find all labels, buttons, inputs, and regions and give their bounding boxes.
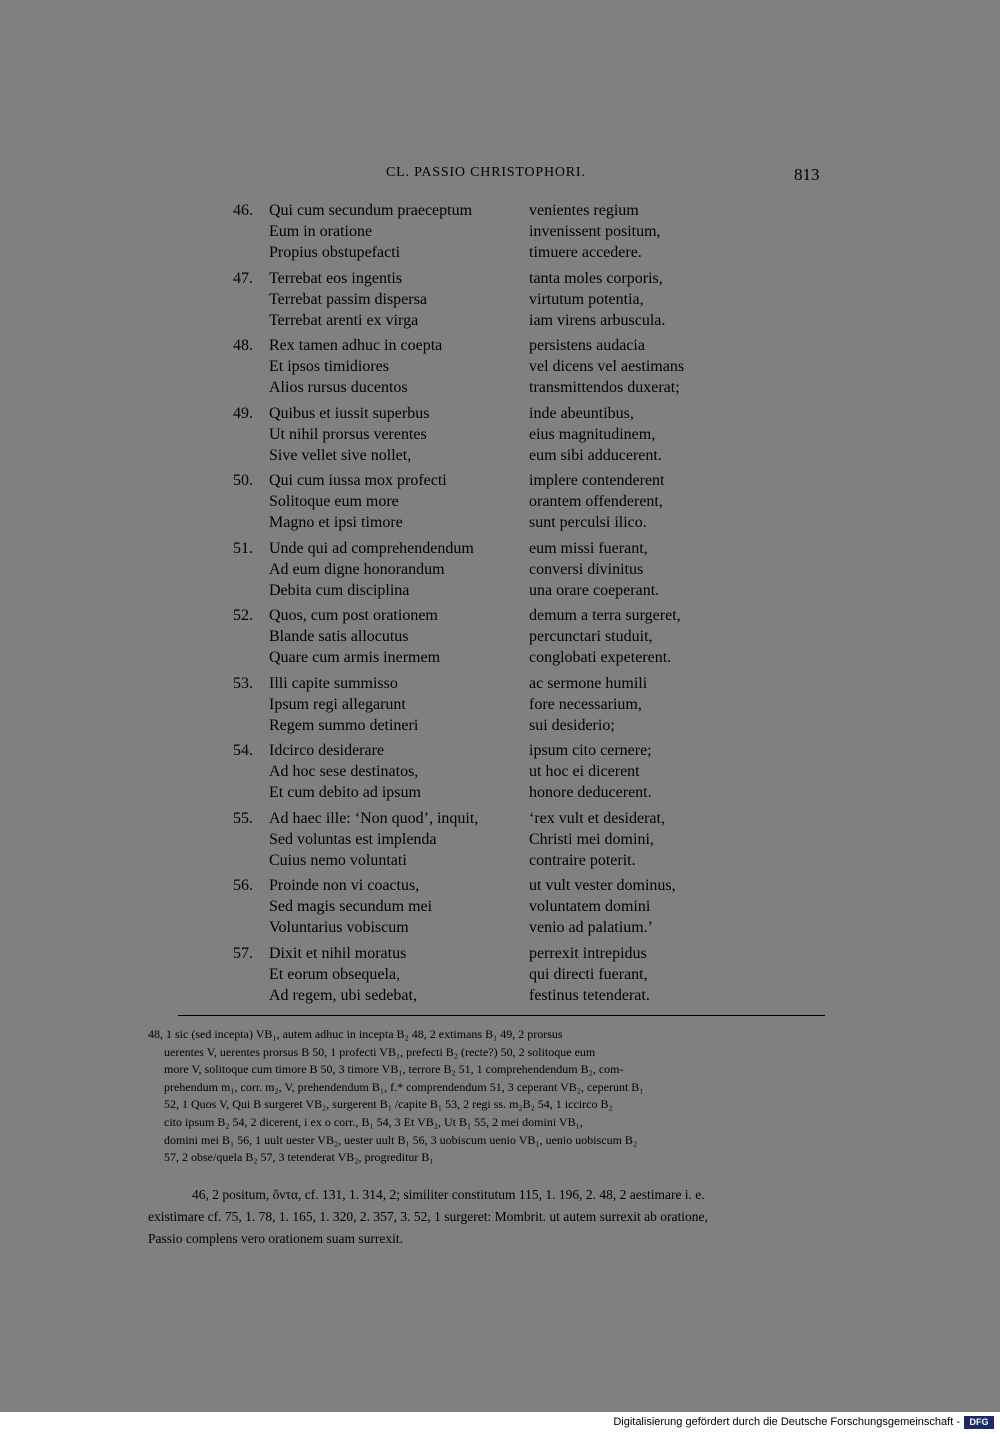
verse-text [0,200,1000,1010]
stanza-number: 49. [233,404,253,422]
verse-line [0,761,1000,782]
verse-line [0,829,1000,850]
verse-line [0,356,1000,377]
stanza [0,875,1000,943]
apparatus-line: uerentes V, uerentes prorsus B 50, 1 profecti VB₁, prefecti B₂ (recte?) 50, 2 solitoque eum [164,1044,596,1059]
verse-second-half: demum a terra surgeret, [529,607,681,624]
verse-second-half: eum sibi adducerent. [529,446,662,464]
stanza [0,200,1000,268]
stanza-number: 52. [233,607,253,624]
verse-line [0,200,1000,221]
verse-first-half: Sed voluntas est implenda [269,830,437,848]
verse-second-half: conversi divinitus [529,560,644,578]
apparatus-line: 52, 1 Quos V, Qui B surgeret VB₂, surgerent B₁ /capite B₁ 53, 2 regi ss. m₂B₂ 54, 1 iccirco B₂ [164,1097,613,1112]
verse-first-half: Terrebat arenti ex virga [269,311,419,329]
verse-second-half: persistens audacia [529,337,645,354]
apparatus-line: cito ipsum B₂ 54, 2 dicerent, i ex o corr., B₁ 54, 3 Et VB₂, Ut B₁ 55, 2 mei domini VB₁, [164,1114,583,1129]
verse-first-half: Qui cum iussa mox profecti [269,472,447,489]
running-title: CL. PASSIO CHRISTOPHORI. [386,165,586,180]
verse-first-half: Proinde non vi coactus, [269,877,420,894]
verse-first-half: Blande satis allocutus [269,628,409,645]
dfg-logo: DFG [964,1416,994,1429]
verse-first-half: Cuius nemo voluntati [269,851,407,869]
verse-first-half: Ad eum digne honorandum [269,560,445,578]
verse-line [0,896,1000,917]
verse-first-half: Qui cum secundum praeceptum [269,202,473,219]
verse-second-half: vel dicens vel aestimans [529,358,685,375]
verse-first-half: Ad hoc sese destinatos, [269,763,419,780]
verse-first-half: Ipsum regi allegarunt [269,695,406,713]
stanza [0,538,1000,606]
verse-first-half: Eum in oratione [269,223,373,240]
verse-first-half: Propius obstupefacti [269,244,401,261]
verse-second-half: venientes regium [529,202,639,219]
verse-first-half: Et eorum obsequela, [269,965,401,983]
stanza [0,268,1000,336]
verse-line [0,850,1000,871]
note-line: existimare cf. 75, 1. 78, 1. 165, 1. 320, 2. 357, 3. 52, 1 surgeret: Mombrit. ut autem surrexit ab oratione, [148,1209,708,1224]
verse-first-half: Ut nihil prorsus verentes [269,425,427,443]
page-header [0,165,1000,189]
note-line: 46, 2 positum, ὄντα, cf. 131, 1. 314, 2; similiter constitutum 115, 1. 196, 2. 48, 2 aestimare i. e. [192,1187,705,1202]
verse-line [0,268,1000,289]
verse-first-half: Terrebat eos ingentis [269,269,403,287]
verse-second-half: conglobati expeterent. [529,649,672,666]
verse-line [0,694,1000,715]
verse-first-half: Terrebat passim dispersa [269,290,427,308]
verse-first-half: Et ipsos timidiores [269,358,389,375]
verse-line [0,917,1000,938]
verse-line [0,808,1000,829]
verse-line [0,715,1000,736]
verse-first-half: Ad haec ille: ‘Non quod’, inquit, [269,809,479,827]
verse-line [0,221,1000,242]
critical-apparatus [148,1026,824,1167]
verse-second-half: transmittendos duxerat; [529,379,680,396]
verse-second-half: eius magnitudinem, [529,425,656,443]
verse-line [0,310,1000,331]
stanza-number: 55. [233,809,253,827]
apparatus-line: domini mei B₁ 56, 1 uult uester VB₂, uester uult B₁ 56, 3 uobiscum uenio VB₁, uenio uobiscum B₂ [164,1132,638,1147]
stanza [0,470,1000,538]
verse-line [0,943,1000,964]
verse-second-half: percunctari studuit, [529,628,653,645]
verse-first-half: Idcirco desiderare [269,742,385,759]
verse-second-half: ut hoc ei dicerent [529,763,640,780]
verse-second-half: tanta moles corporis, [529,269,663,287]
commentary-notes [148,1184,824,1250]
verse-first-half: Solitoque eum more [269,493,399,510]
verse-second-half: festinus tetenderat. [529,986,650,1004]
verse-second-half: timuere accedere. [529,244,642,261]
footnote-rule [178,1015,825,1016]
verse-first-half: Dixit et nihil moratus [269,944,407,962]
stanza [0,673,1000,741]
verse-line [0,605,1000,626]
apparatus-line: more V, solitoque cum timore B 50, 3 timore VB₁, terrore B₂ 51, 1 comprehendendum B₂, com- [164,1062,624,1077]
verse-first-half: Et cum debito ad ipsum [269,784,421,801]
verse-second-half: Christi mei domini, [529,830,654,848]
verse-first-half: Debita cum disciplina [269,581,410,599]
verse-first-half: Sive vellet sive nollet, [269,446,412,464]
stanza [0,403,1000,471]
stanza [0,335,1000,403]
funding-credit: Digitalisierung gefördert durch die Deutsche Forschungsgemeinschaft - [613,1416,960,1428]
verse-line [0,335,1000,356]
verse-first-half: Regem summo detineri [269,716,419,734]
verse-second-half: venio ad palatium.’ [529,919,653,936]
verse-first-half: Illi capite summisso [269,674,398,692]
stanza-number: 57. [233,944,253,962]
note-line: Passio complens vero orationem suam surrexit. [148,1231,403,1246]
verse-line [0,289,1000,310]
verse-line [0,875,1000,896]
verse-line [0,403,1000,424]
verse-first-half: Magno et ipsi timore [269,514,403,531]
verse-line [0,470,1000,491]
verse-second-half: virtutum potentia, [529,290,644,308]
stanza-number: 51. [233,539,253,557]
verse-line [0,559,1000,580]
stanza [0,605,1000,673]
stanza [0,740,1000,808]
digitization-footer [0,1412,1000,1434]
verse-second-half: una orare coeperant. [529,581,660,599]
apparatus-line: 57, 2 obse/quela B₂ 57, 3 tetenderat VB₂, progreditur B₁ [164,1150,434,1165]
stanza-number: 46. [233,202,253,219]
verse-second-half: voluntatem domini [529,898,651,915]
verse-line [0,626,1000,647]
stanza-number: 56. [233,877,253,894]
verse-line [0,242,1000,263]
verse-first-half: Alios rursus ducentos [269,379,408,396]
verse-second-half: ut vult vester dominus, [529,877,676,894]
verse-second-half: orantem offenderent, [529,493,663,510]
apparatus-line: 48, 1 sic (sed incepta) VB₁, autem adhuc in incepta B₂ 48, 2 extimans B₁ 49, 2 prorsus [148,1027,563,1041]
verse-line [0,964,1000,985]
verse-line [0,424,1000,445]
verse-line [0,377,1000,398]
verse-second-half: ipsum cito cernere; [529,742,652,759]
verse-second-half: ac sermone humili [529,674,648,692]
stanza-number: 54. [233,742,253,759]
verse-second-half: contraire poterit. [529,851,636,869]
verse-first-half: Quare cum armis inermem [269,649,441,666]
verse-second-half: ‘rex vult et desiderat, [529,809,665,827]
verse-second-half: eum missi fuerant, [529,539,648,557]
verse-second-half: qui directi fuerant, [529,965,648,983]
verse-second-half: implere contenderent [529,472,665,489]
apparatus-line: prehendum m₁, corr. m₂, V, prehendendum B₁, f.* comprendendum 51, 3 ceperant VB₂, ceperunt B₁ [164,1079,644,1094]
verse-line [0,673,1000,694]
verse-second-half: sui desiderio; [529,716,615,734]
stanza-number: 48. [233,337,253,354]
verse-line [0,491,1000,512]
verse-first-half: Quos, cum post orationem [269,607,438,624]
verse-line [0,740,1000,761]
verse-second-half: iam virens arbuscula. [529,311,666,329]
verse-first-half: Ad regem, ubi sedebat, [269,986,417,1004]
verse-second-half: fore necessarium, [529,695,642,713]
verse-first-half: Unde qui ad comprehendendum [269,539,474,557]
verse-line [0,985,1000,1006]
verse-line [0,580,1000,601]
verse-first-half: Sed magis secundum mei [269,898,433,915]
verse-line [0,647,1000,668]
verse-second-half: perrexit intrepidus [529,944,647,962]
page-number: 813 [794,165,820,184]
verse-line [0,512,1000,533]
stanza [0,808,1000,876]
verse-second-half: invenissent positum, [529,223,661,240]
verse-second-half: honore deducerent. [529,784,652,801]
stanza-number: 53. [233,674,253,692]
stanza-number: 50. [233,472,253,489]
verse-line [0,782,1000,803]
verse-line [0,445,1000,466]
verse-first-half: Rex tamen adhuc in coepta [269,337,443,354]
stanza-number: 47. [233,269,253,287]
verse-line [0,538,1000,559]
verse-first-half: Quibus et iussit superbus [269,404,430,422]
stanza [0,943,1000,1011]
verse-second-half: inde abeuntibus, [529,404,634,422]
verse-first-half: Voluntarius vobiscum [269,919,409,936]
verse-second-half: sunt perculsi ilico. [529,514,647,531]
